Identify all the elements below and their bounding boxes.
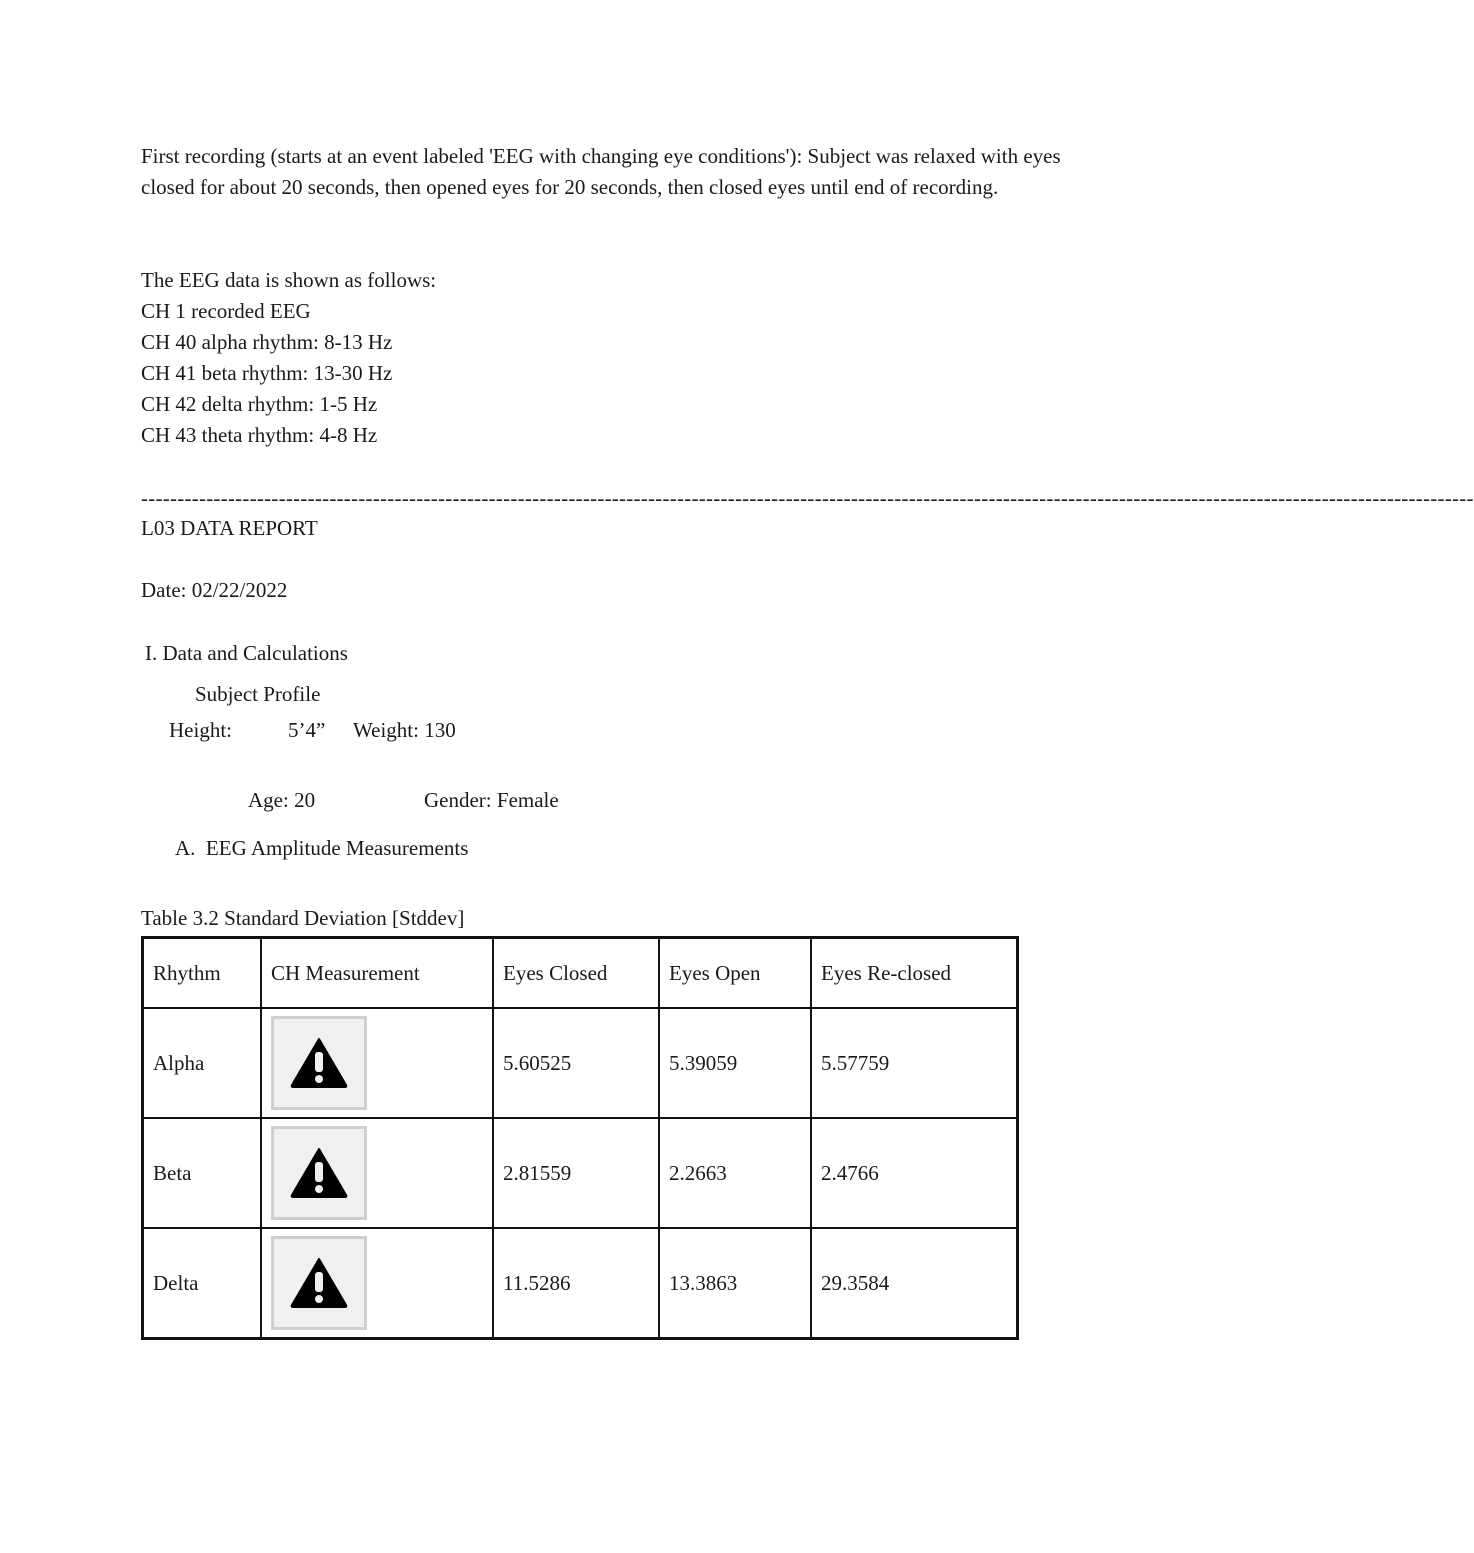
channel-line: CH 42 delta rhythm: 1-5 Hz xyxy=(141,392,378,416)
ch-measurement-cell xyxy=(261,1228,493,1339)
table-row xyxy=(143,1228,1018,1339)
table-header-row xyxy=(143,938,1018,1009)
warning-icon xyxy=(290,1257,348,1309)
header-rhythm: Rhythm xyxy=(143,938,262,1009)
eyes-reclosed-cell: 29.3584 xyxy=(811,1228,1018,1339)
channel-line: CH 43 theta rhythm: 4-8 Hz xyxy=(141,423,378,447)
profile-heading: Subject Profile xyxy=(195,682,321,706)
broken-image-placeholder xyxy=(271,1236,367,1330)
warning-icon xyxy=(290,1147,348,1199)
header-eyes-closed: Eyes Closed xyxy=(493,938,659,1009)
channel-line: CH 41 beta rhythm: 13-30 Hz xyxy=(141,361,393,385)
stddev-table xyxy=(141,936,1019,1340)
table-row xyxy=(143,1008,1018,1118)
eyes-open-cell: 2.2663 xyxy=(659,1118,811,1228)
header-eyes-reclosed: Eyes Re-closed xyxy=(811,938,1018,1009)
broken-image-placeholder xyxy=(271,1126,367,1220)
weight-field: Weight: 130 xyxy=(353,718,456,742)
height-value: 5’4” xyxy=(288,718,326,742)
table-row xyxy=(143,1118,1018,1228)
eyes-reclosed-cell: 2.4766 xyxy=(811,1118,1018,1228)
table-caption: Table 3.2 Standard Deviation [Stddev] xyxy=(141,906,465,930)
section-heading: I. Data and Calculations xyxy=(145,641,348,665)
dashed-divider: ---------------------------------------------------------------------------------------------------------------------------------------------------------------------------------------- xyxy=(141,486,1474,510)
header-ch-measurement: CH Measurement xyxy=(261,938,493,1009)
height-label: Height: xyxy=(169,718,232,742)
warning-icon xyxy=(290,1037,348,1089)
age-field: Age: 20 xyxy=(248,788,316,812)
rhythm-cell: Beta xyxy=(143,1118,262,1228)
eyes-closed-cell: 11.5286 xyxy=(493,1228,659,1339)
gender-field: Gender: Female xyxy=(424,788,559,812)
eyes-open-cell: 13.3863 xyxy=(659,1228,811,1339)
channel-line: CH 40 alpha rhythm: 8-13 Hz xyxy=(141,330,393,354)
ch-measurement-cell xyxy=(261,1008,493,1118)
eyes-reclosed-cell: 5.57759 xyxy=(811,1008,1018,1118)
channel-line: CH 1 recorded EEG xyxy=(141,299,311,323)
eyes-closed-cell: 2.81559 xyxy=(493,1118,659,1228)
data-intro: The EEG data is shown as follows: xyxy=(141,268,437,292)
report-title: L03 DATA REPORT xyxy=(141,516,318,540)
eyes-open-cell: 5.39059 xyxy=(659,1008,811,1118)
report-date: Date: 02/22/2022 xyxy=(141,578,288,602)
rhythm-cell: Delta xyxy=(143,1228,262,1339)
eyes-closed-cell: 5.60525 xyxy=(493,1008,659,1118)
intro-paragraph: First recording (starts at an event labeled 'EEG with changing eye conditions'): Subject was relaxed with eyes closed for about 20 seconds, then opened eyes for 20 seconds, then closed eyes until end of recording. xyxy=(141,144,1061,199)
subsection-heading: A. EEG Amplitude Measurements xyxy=(175,836,469,860)
rhythm-cell: Alpha xyxy=(143,1008,262,1118)
broken-image-placeholder xyxy=(271,1016,367,1110)
ch-measurement-cell xyxy=(261,1118,493,1228)
header-eyes-open: Eyes Open xyxy=(659,938,811,1009)
